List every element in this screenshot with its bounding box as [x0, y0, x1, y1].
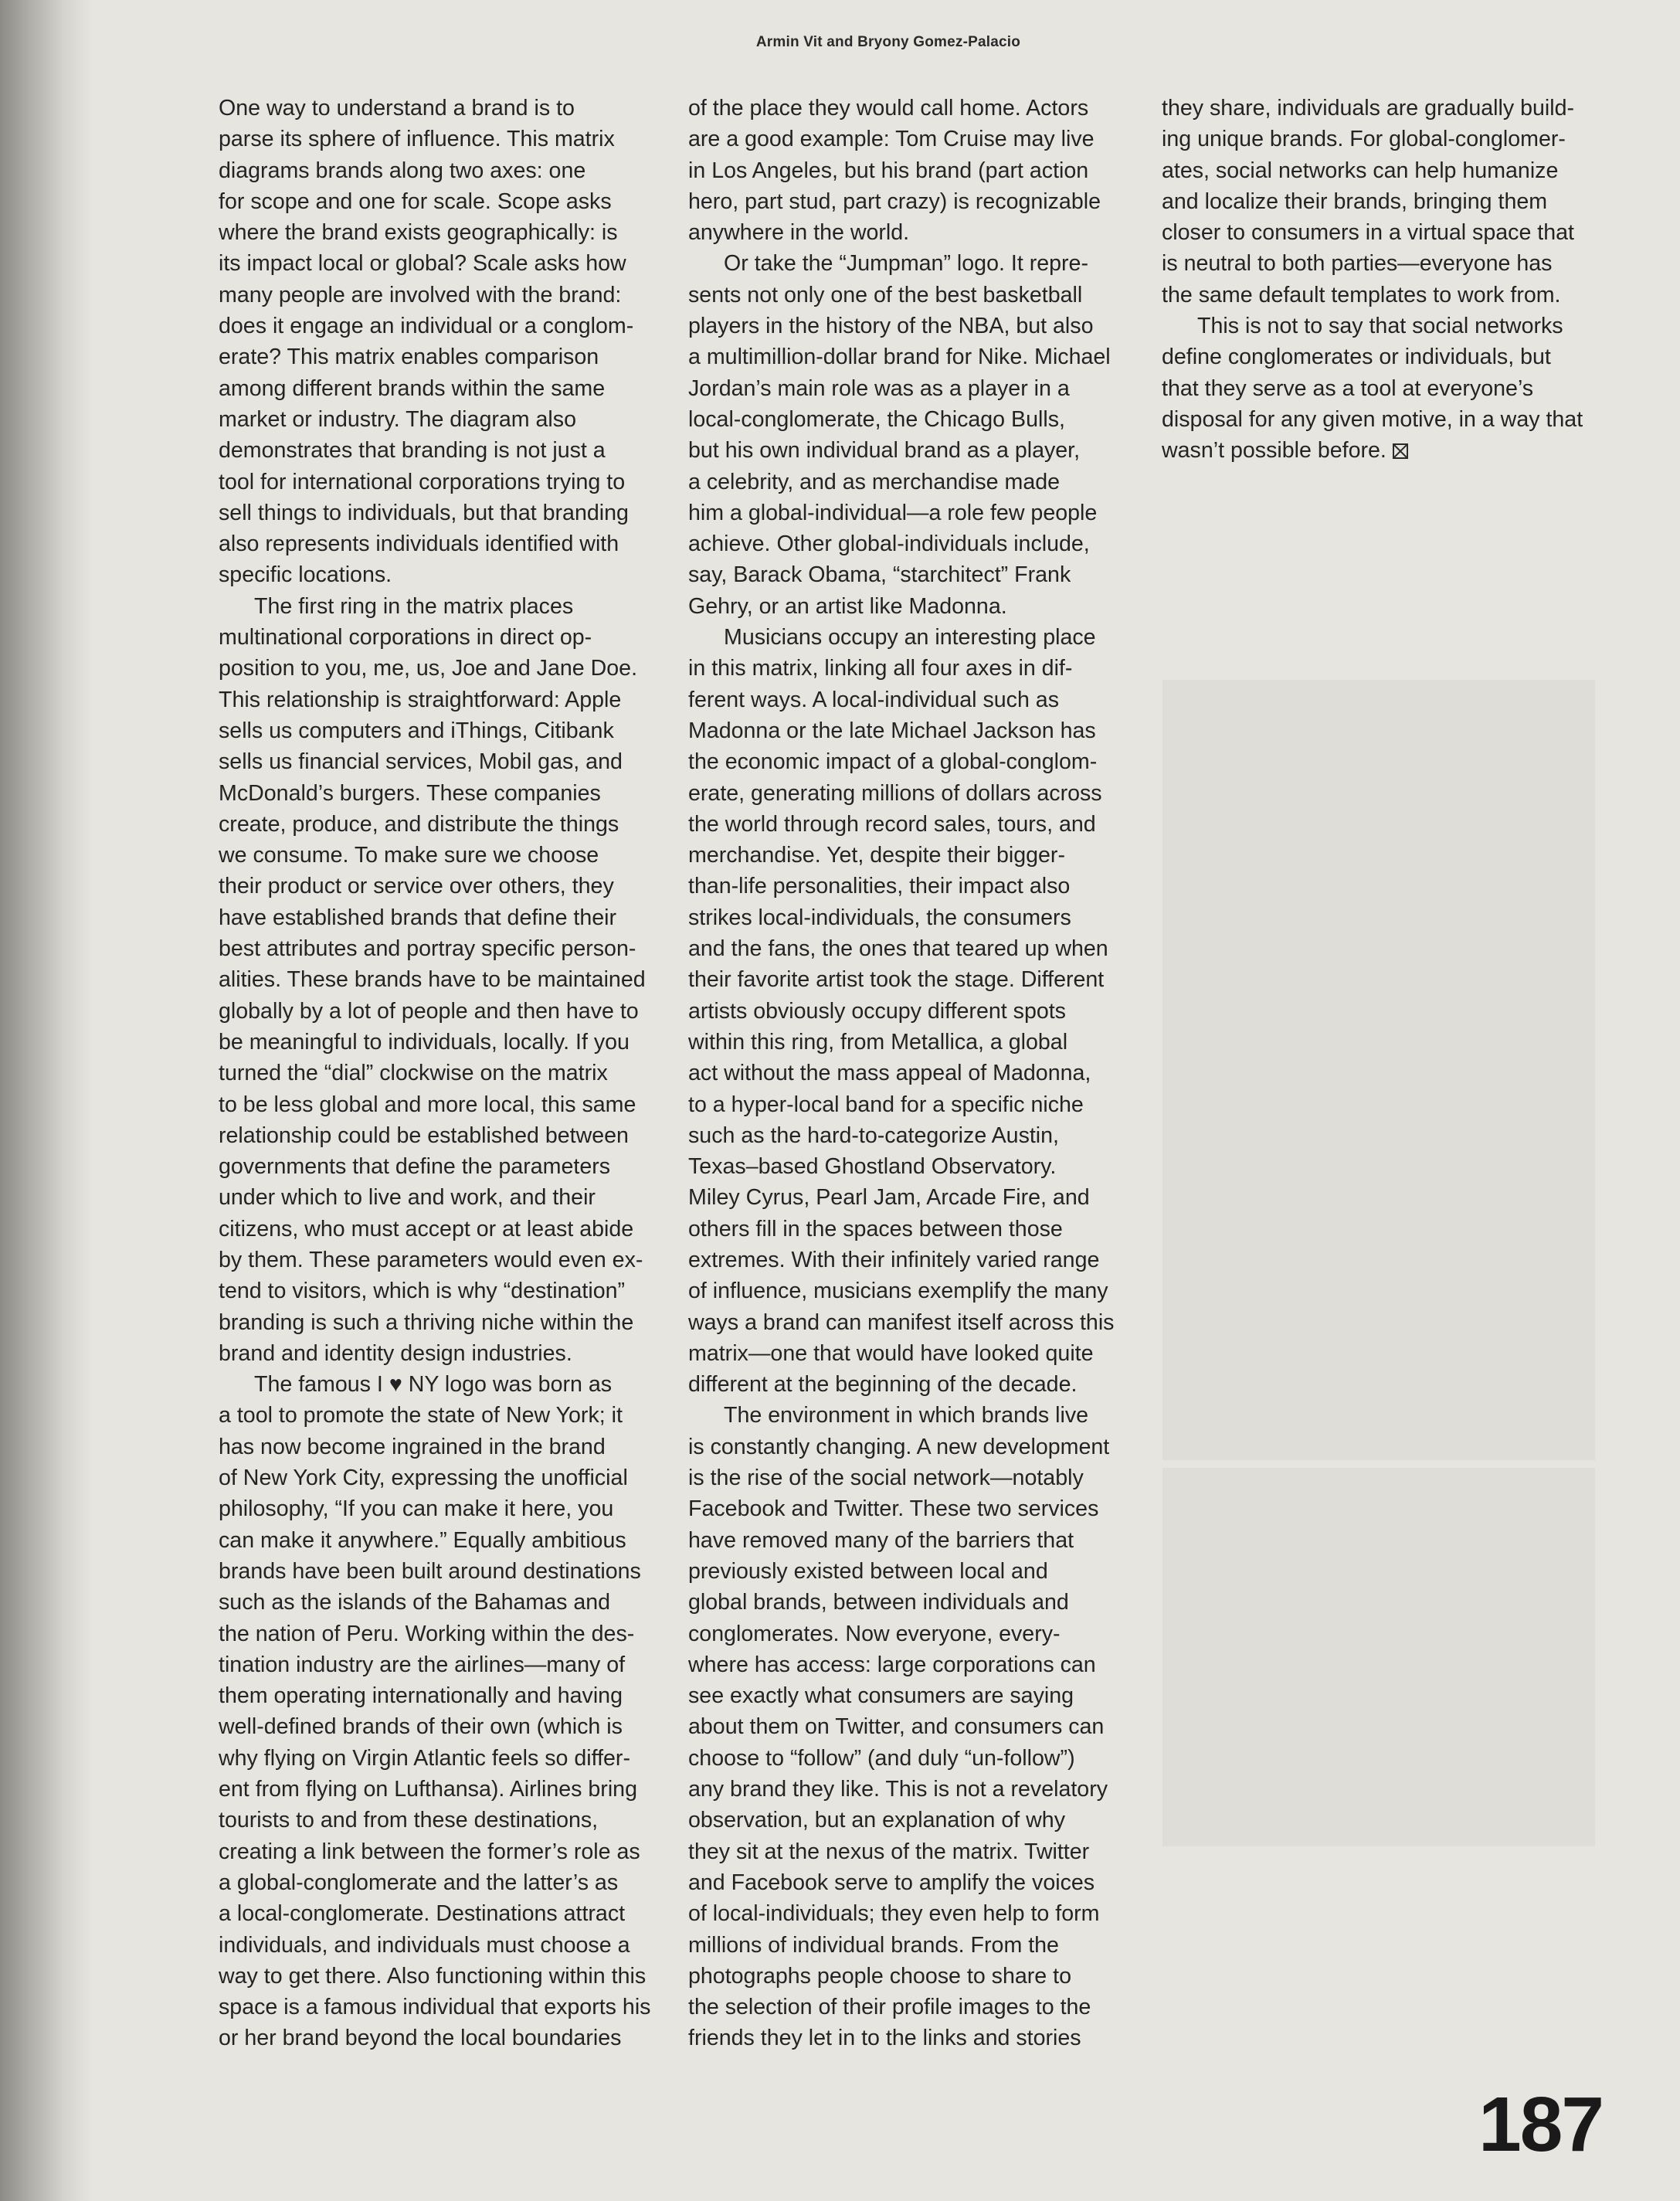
paragraph: of the place they would call home. Actors are a good example: Tom Cruise may live in Los Angeles, but his brand (part action hero, part stud, part crazy) is recognizable anywhere in the world.	[688, 96, 1101, 246]
end-mark-icon	[1393, 443, 1408, 459]
paragraph: Or take the “Jumpman” logo. It repre- sents not only one of the best basketball players in the history of the NBA, but also a multimillion-dollar brand for Nike. Michael Jordan’s main role was as a player in a local-conglomerate, the Chicago Bulls, but his own individual brand as a player, a celebrity, and as merchandise made him a global-individual—a role few people achieve. Other global-individuals include, say, Barack Obama, “starchitect” Frank Gehry, or an artist like Madonna.	[688, 251, 1111, 619]
paragraph: The first ring in the matrix places multinational corporations in direct op- position to you, me, us, Joe and Jane Doe. This relationship is straightforward: Apple sells us computers and iThings, Citibank sells us financial services, Mobil gas, and McDonald’s burgers. These companies create, produce, and distribute the things we consume. To make sure we choose their product or service over others, they have established brands that define their best attributes and portray specific person- alities. These brands have to be maintained globally by a lot of people and then have to be meaningful to individuals, locally. If you turned the “dial” clockwise on the matrix to be less global and more local, this same relationship could be established between governments that define the parameters under which to live and work, and their citizens, who must accept or at least abide by them. These parameters would even ex- tend to visitors, which is why “destination” branding is such a thriving niche within the brand and identity design industries.	[219, 593, 646, 1366]
text-column-2	[688, 93, 1136, 2054]
paragraph: Musicians occupy an interesting place in this matrix, linking all four axes in dif- ferent ways. A local-individual such as Madonna or the late Michael Jackson has the economic impact of a global-conglom- erate, generating millions of dollars across the world through record sales, tours, and merchandise. Yet, despite their bigger- than-life personalities, their impact also strikes local-individuals, the consumers and the fans, the ones that teared up when their favorite artist took the stage. Different artists obviously occupy different spots within this ring, from Metallica, a global act without the mass appeal of Madonna, to a hyper-local band for a specific niche such as the hard-to-categorize Austin, Texas–based Ghostland Observatory. Miley Cyrus, Pearl Jam, Arcade Fire, and others fill in the spaces between those extremes. With their infinitely varied range of influence, musicians exemplify the many ways a brand can manifest itself across this matrix—one that would have looked quite different at the beginning of the decade.	[688, 625, 1115, 1398]
paragraph-final-text: This is not to say that social networks define conglomerates or individuals, but that they serve as a tool at everyone’s disposal for any given motive, in a way that wasn’t possible before.	[1162, 314, 1583, 464]
text-column-1	[219, 93, 667, 2054]
paragraph: they share, individuals are gradually build- ing unique brands. For global-conglomer- ates, social networks can help humanize and localize their brands, bringing them closer to consumers in a virtual space that is neutral to both parties—everyone has the same default templates to work from.	[1162, 96, 1575, 307]
page-number: 187	[1478, 2081, 1603, 2168]
running-head: Armin Vit and Bryony Gomez-Palacio	[755, 34, 1021, 50]
paragraph: The famous I ♥ NY logo was born as a tool to promote the state of New York; it has now become ingrained in the brand of New York City, expressing the unofficial philosophy, “If you can make it here, you can make it anywhere.” Equally ambitious brands have been built around destinations such as the islands of the Bahamas and the nation of Peru. Working within the des- tination industry are the airlines—many of them operating internationally and having well-defined brands of their own (which is why flying on Virgin Atlantic feels so differ- ent from flying on Lufthansa). Airlines bring tourists to and from these destinations, creating a link between the former’s role as a global-conglomerate and the latter’s as a local-conglomerate. Destinations attract individuals, and individuals must choose a way to get there. Also functioning within this space is a famous individual that exports his or her brand beyond the local boundaries	[219, 1372, 651, 2051]
paragraph: One way to understand a brand is to parse its sphere of influence. This matrix diagrams brands along two axes: one for scope and one for scale. Scope asks where the brand exists geographically: is its impact local or global? Scale asks how many people are involved with the brand: does it engage an individual or a conglom- erate? This matrix enables comparison among different brands within the same market or industry. The diagram also demonstrates that branding is not just a tool for international corporations trying to sell things to individuals, but that branding also represents individuals identified with specific locations.	[219, 96, 634, 588]
text-column-3	[1162, 93, 1610, 467]
show-through-left-panel	[1162, 680, 1595, 1460]
paragraph-final	[1162, 311, 1610, 466]
show-through-lower-panel	[1162, 1468, 1595, 1846]
paragraph: The environment in which brands live is constantly changing. A new development is the rise of the social network—notably Facebook and Twitter. These two services have removed many of the barriers that previously existed between local and global brands, between individuals and conglomerates. Now everyone, every- where has access: large corporations can see exactly what consumers are saying about them on Twitter, and consumers can choose to “follow” (and duly “un-follow”) any brand they like. This is not a revelatory observation, but an explanation of why they sit at the nexus of the matrix. Twitter and Facebook serve to amplify the voices of local-individuals; they even help to form millions of individual brands. From the photographs people choose to share to the selection of their profile images to the friends they let in to the links and stories	[688, 1403, 1110, 2051]
